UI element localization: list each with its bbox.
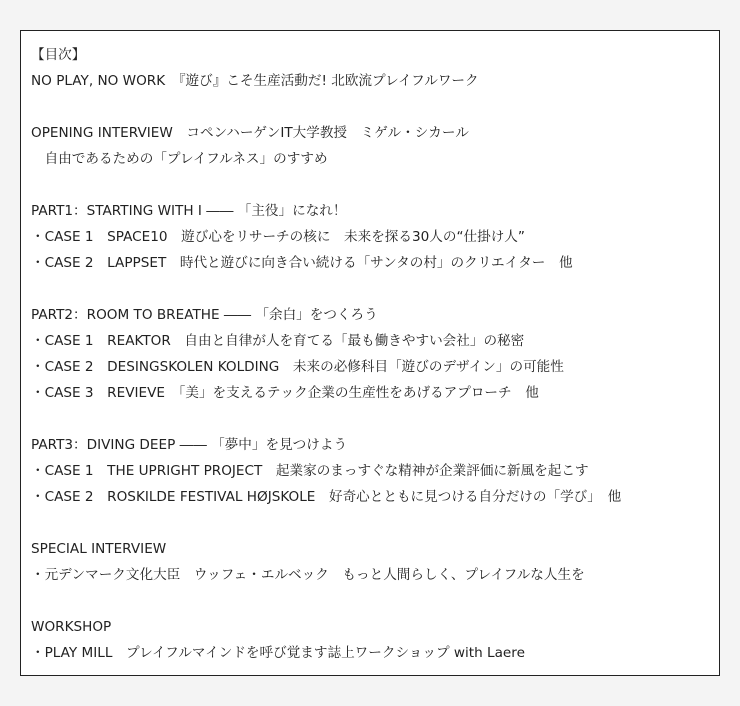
list-item: ・CASE 2 ROSKILDE FESTIVAL HØJSKOLE 好奇心とともに見つける自分だけの「学び」 他 (31, 489, 622, 505)
blank-line (31, 94, 715, 120)
section-special-interview: SPECIAL INTERVIEW (31, 541, 167, 557)
toc-heading: 【目次】 (31, 47, 86, 63)
toc-lines (31, 42, 715, 666)
table-of-contents (20, 30, 720, 676)
opening-interview-subtitle: 自由であるための「プレイフルネス」のすすめ (31, 151, 328, 167)
section-part1: PART1：STARTING WITH I ―― 「主役」になれ！ (31, 203, 347, 219)
blank-line (31, 510, 715, 536)
section-part3: PART3：DIVING DEEP ―― 「夢中」を見つけよう (31, 437, 348, 453)
blank-line (31, 588, 715, 614)
toc-feature-title: NO PLAY, NO WORK 『遊び』こそ生産活動だ! 北欧流プレイフルワーク (31, 73, 479, 89)
list-item: ・CASE 2 LAPPSET 時代と遊びに向き合い続ける「サンタの村」のクリエイター 他 (31, 255, 573, 271)
list-item: ・CASE 1 SPACE10 遊び心をリサーチの核に 未来を探る30人の“仕掛け人” (31, 229, 525, 245)
list-item: ・CASE 1 REAKTOR 自由と自律が人を育てる「最も働きやすい会社」の秘密 (31, 333, 525, 349)
list-item: ・CASE 2 DESINGSKOLEN KOLDING 未来の必修科目「遊びのデザイン」の可能性 (31, 359, 564, 375)
list-item: ・PLAY MILL プレイフルマインドを呼び覚ます誌上ワークショップ with Laere (31, 645, 525, 661)
list-item: ・元デンマーク文化大臣 ウッフェ・エルベック もっと人間らしく、プレイフルな人生を (31, 567, 585, 583)
blank-line (31, 172, 715, 198)
blank-line (31, 406, 715, 432)
section-part2: PART2：ROOM TO BREATHE ―― 「余白」をつくろう (31, 307, 378, 323)
section-workshop: WORKSHOP (31, 619, 112, 635)
list-item: ・CASE 3 REVIEVE 「美」を支えるテック企業の生産性をあげるアプローチ 他 (31, 385, 539, 401)
blank-line (31, 276, 715, 302)
section-opening-interview: OPENING INTERVIEW コペンハーゲンIT大学教授 ミゲル・シカール (31, 125, 469, 141)
list-item: ・CASE 1 THE UPRIGHT PROJECT 起業家のまっすぐな精神が企業評価に新風を起こす (31, 463, 589, 479)
